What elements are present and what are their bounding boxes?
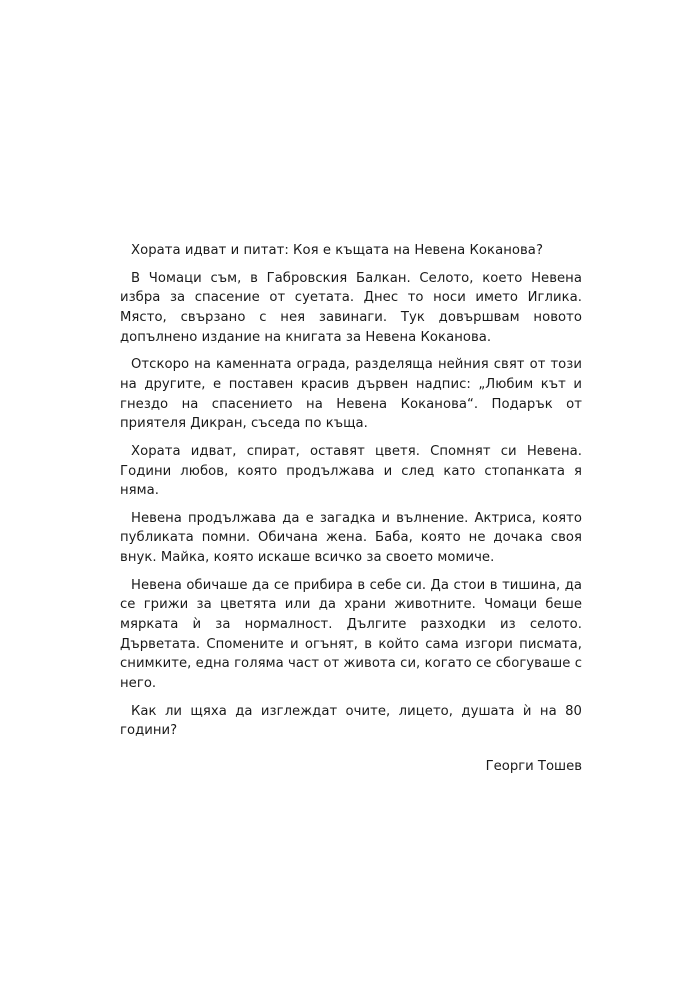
paragraph-6: Невена обичаше да се прибира в себе си. Да стои в тишина, да се грижи за цветята или да храни животните. Чомаци беше мярката ѝ за нормалност. Дългите разходки из селото. Дърветата. Спомените и огънят, в който сама изгори писмата, снимките, една голяма част от живота си, когато се сбогуваше с него. [120, 577, 582, 691]
paragraph-4: Хората идват, спират, оставят цветя. Спомнят си Невена. Години любов, която продължава и след като стопанката я няма. [120, 443, 582, 499]
paragraph-5: Невена продължава да е загадка и вълнение. Актриса, която публиката помни. Обичана жена. Баба, която не дочака своя внук. Майка, която искаше всичко за своето момиче. [120, 510, 582, 566]
paragraph-1: Хората идват и питат: Коя е къщата на Невена Коканова? [131, 243, 543, 258]
paragraph-7: Как ли щяха да изглеждат очите, лицето, душата ѝ на 80 години? [120, 703, 582, 739]
paragraph-2: В Чомаци съм, в Габровския Балкан. Селото, което Невена избра за спасение от суетата. Днес то носи името Иглика. Място, свързано с нея завинаги. Тук довършвам новото допълнено издание на книгата за Невена Коканова. [120, 270, 582, 345]
body-text [120, 241, 582, 749]
author-signature: Георги Тошев [485, 759, 582, 774]
paragraph-3: Отскоро на каменната ограда, разделяща нейния свят от този на другите, е поставен красив дървен надпис: „Любим кът и гнездо на спасението на Невена Коканова“. Подарък от приятеля Дикран, съседа по къща. [120, 357, 582, 432]
